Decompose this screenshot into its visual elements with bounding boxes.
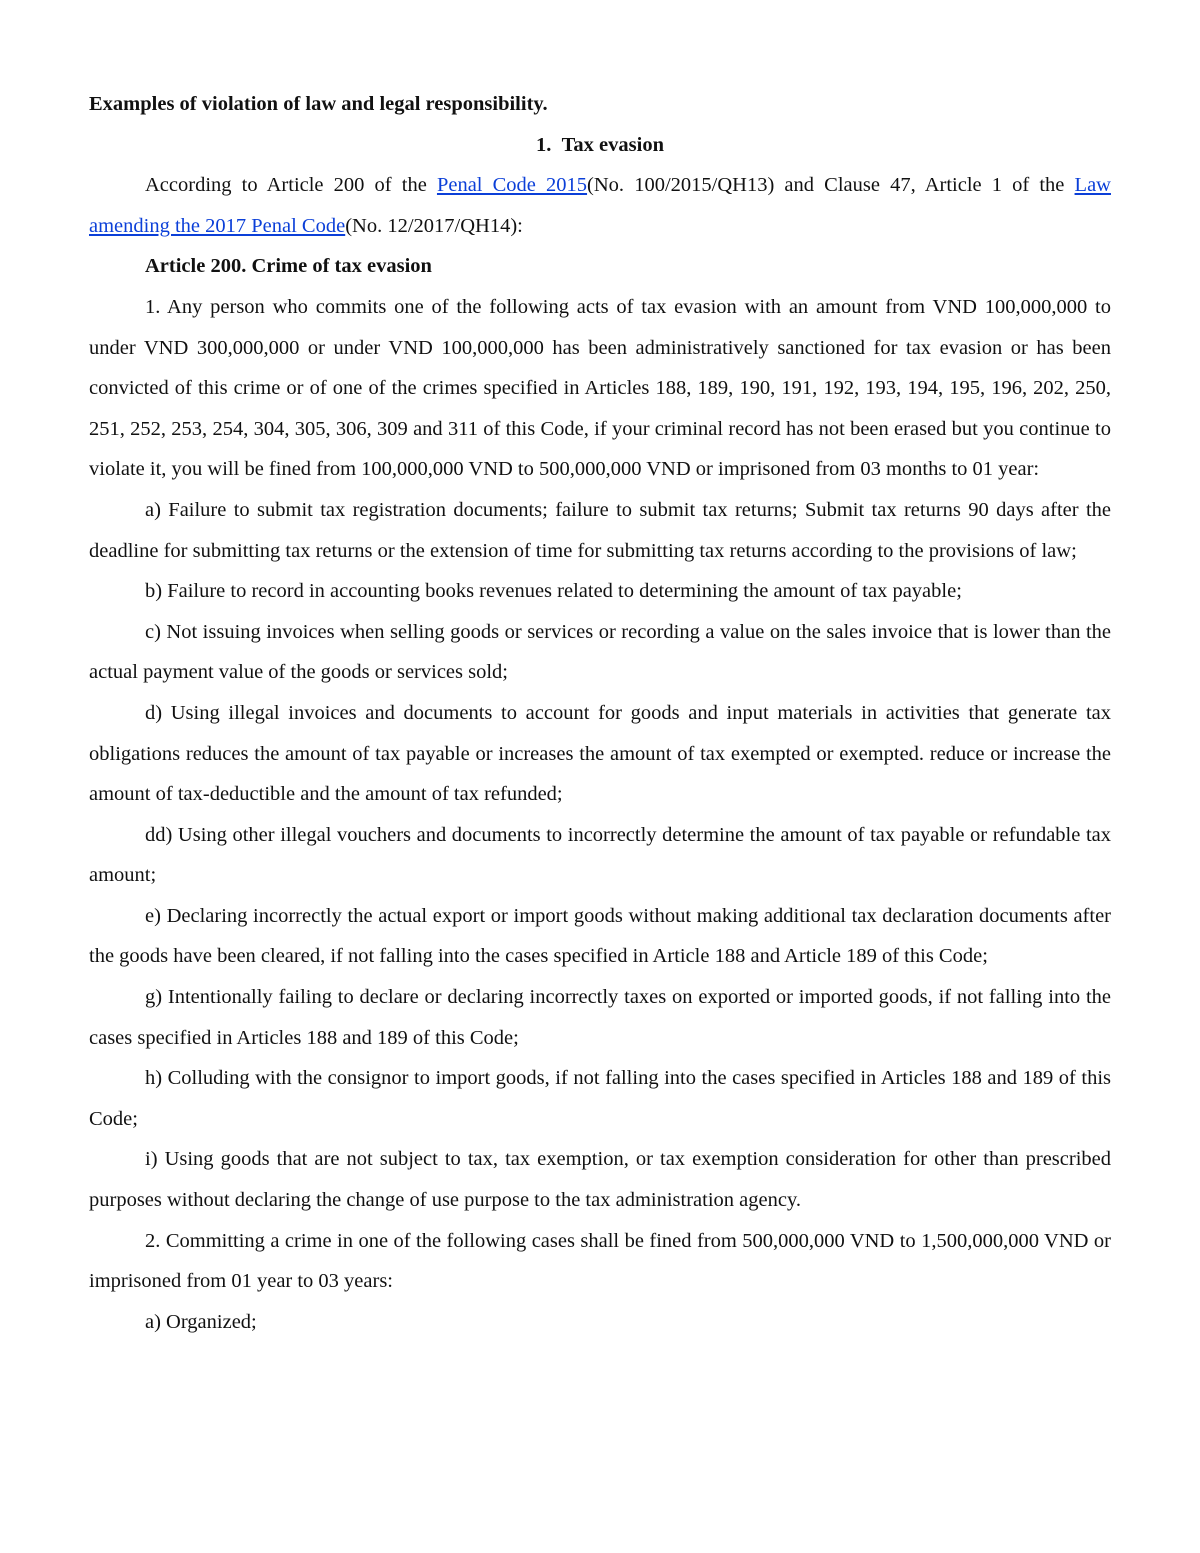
clause-1e: e) Declaring incorrectly the actual export or import goods without making additional tax declaration documents after the goods have been cleared, if not falling into the cases specified in Article 188 and Article 189 of this Code; xyxy=(89,904,1111,968)
document-title: Examples of violation of law and legal responsibility. xyxy=(89,93,548,115)
clause-2a: a) Organized; xyxy=(145,1310,257,1333)
clause-1a: a) Failure to submit tax registration documents; failure to submit tax returns; Submit tax returns 90 days after the deadline for submitting tax returns or the extension of time for submitting tax returns according to the provisions of law; xyxy=(89,498,1111,562)
law-amending-link[interactable]: Law amending the 2017 Penal Code xyxy=(89,174,1111,237)
clause-1c: c) Not issuing invoices when selling goods or services or recording a value on the sales invoice that is lower than the actual payment value of the goods or services sold; xyxy=(89,620,1111,684)
document-page xyxy=(89,84,1111,1342)
clause-1dd: dd) Using other illegal vouchers and documents to incorrectly determine the amount of tax payable or refundable tax amount; xyxy=(89,823,1111,887)
clause-1i: i) Using goods that are not subject to tax, tax exemption, or tax exemption consideration for other than prescribed purposes without declaring the change of use purpose to the tax administration agency. xyxy=(89,1148,1111,1212)
article-heading: Article 200. Crime of tax evasion xyxy=(145,255,432,278)
clause-1h: h) Colluding with the consignor to import goods, if not falling into the cases specified in Articles 188 and 189 of this Code; xyxy=(89,1067,1111,1130)
clause-1d: d) Using illegal invoices and documents to account for goods and input materials in activities that generate tax obligations reduces the amount of tax payable or increases the amount of tax exempted or exempted. reduce or increase the amount of tax-deductible and the amount of tax refunded; xyxy=(89,701,1111,806)
intro-paragraph xyxy=(89,165,1111,246)
intro-text-1: According to Article 200 of the xyxy=(145,174,437,197)
section-title: Tax evasion xyxy=(561,133,664,156)
section-number: 1. xyxy=(536,133,552,156)
clause-1g: g) Intentionally failing to declare or declaring incorrectly taxes on exported or imported goods, if not falling into the cases specified in Articles 188 and 189 of this Code; xyxy=(89,986,1111,1049)
penal-code-link[interactable]: Penal Code 2015 xyxy=(436,174,588,197)
clause-1: 1. Any person who commits one of the following acts of tax evasion with an amount from VND 100,000,000 to under VND 300,000,000 or under VND 100,000,000 has been administratively sanctioned for tax evasion or has been convicted of this crime or of one of the crimes specified in Articles 188, 189, 190, 191, 192, 193, 194, 195, 196, 202, 250, 251, 252, 253, 254, 304, 305, 306, 309 and 311 of this Code, if your criminal record has not been erased but you continue to violate it, you will be fined from 100,000,000 VND to 500,000,000 VND or imprisoned from 03 months to 01 year: xyxy=(89,295,1111,481)
intro-text-2: (No. 100/2015/QH13) and Clause 47, Article 1 of the xyxy=(587,174,1075,197)
clause-2: 2. Committing a crime in one of the following cases shall be fined from 500,000,000 VND to 1,500,000,000 VND or imprisoned from 01 year to 03 years: xyxy=(89,1229,1111,1293)
intro-text-3: (No. 12/2017/QH14): xyxy=(345,214,523,237)
section-heading xyxy=(89,125,1111,166)
clause-1b: b) Failure to record in accounting books revenues related to determining the amount of tax payable; xyxy=(145,580,962,603)
